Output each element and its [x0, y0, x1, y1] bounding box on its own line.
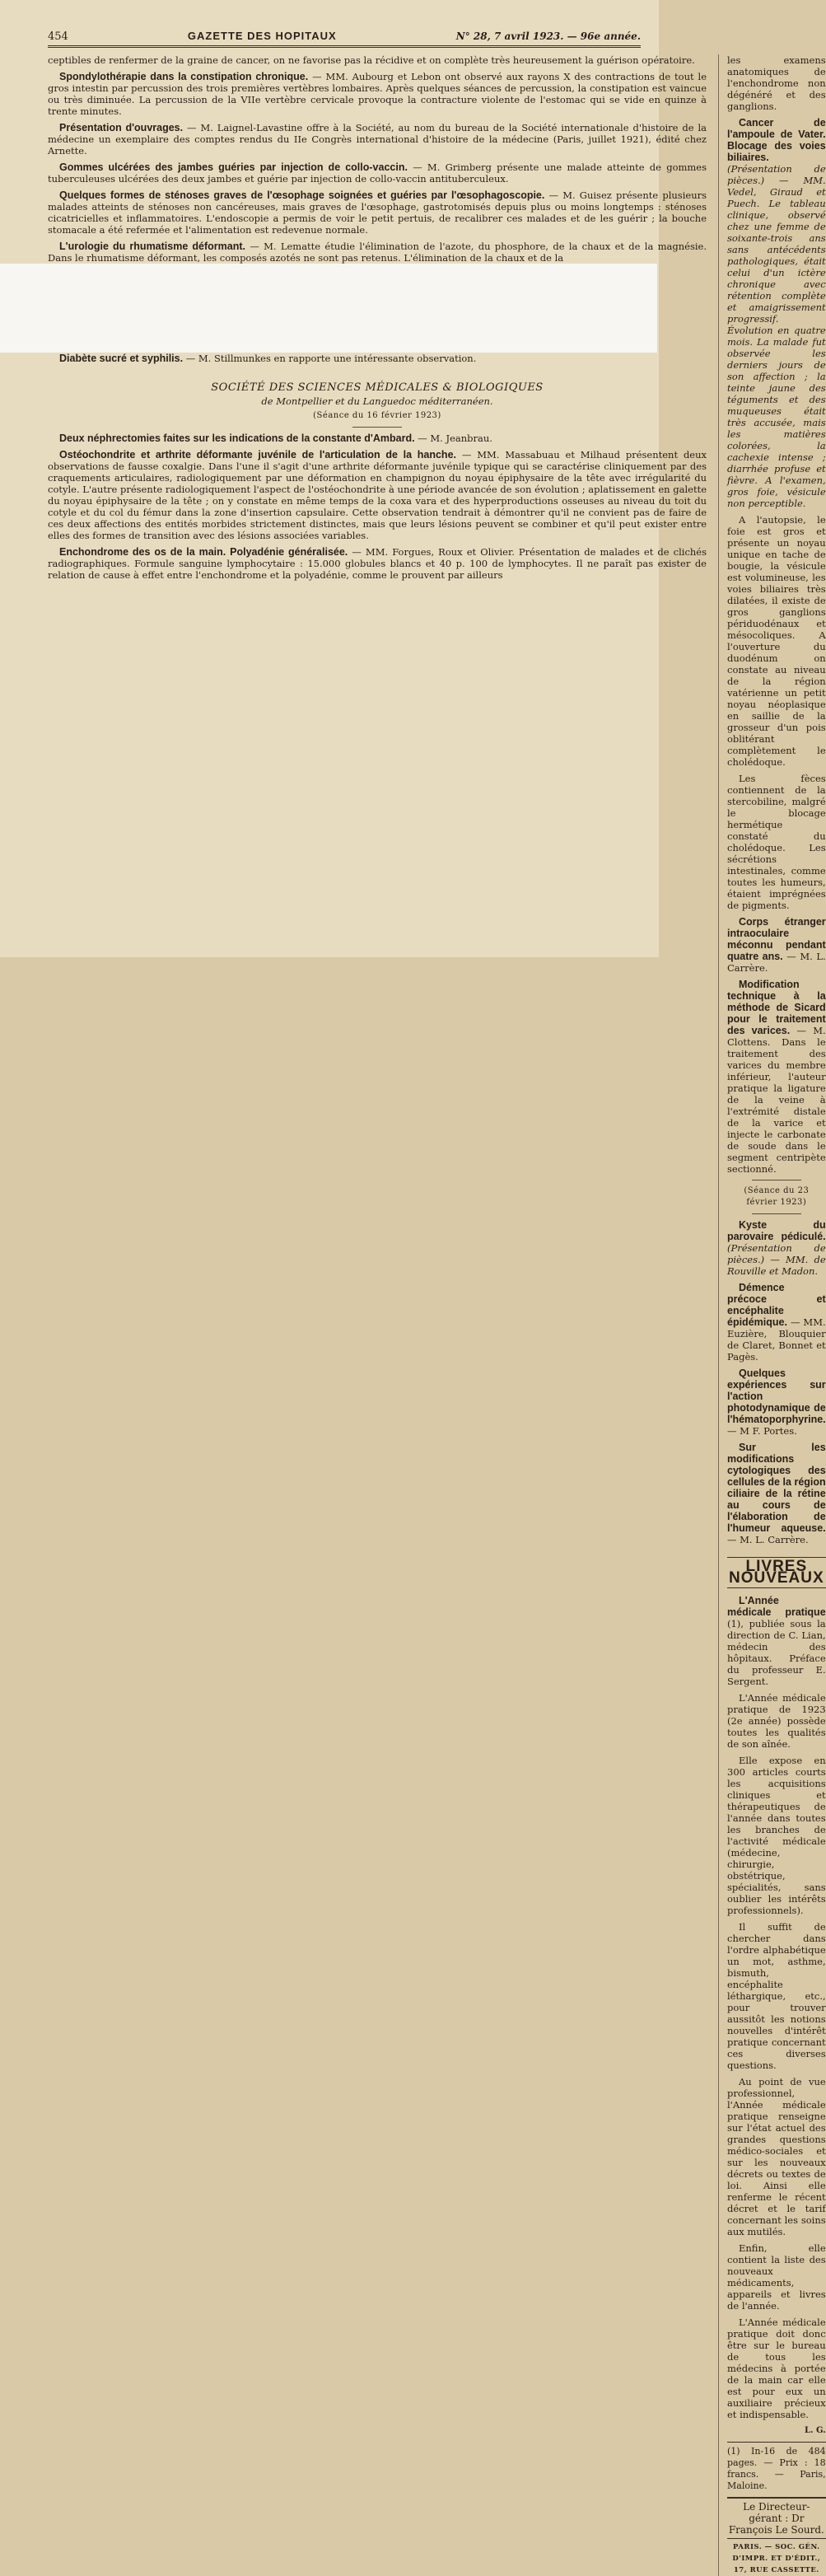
article-text: — M. L. Carrère. [727, 1534, 809, 1545]
session-date: (Séance du 23 février 1923) [744, 1186, 810, 1207]
article-text: (Présentation de pièces.) — MM. Vedel, Giraud et Puech. Le tableau clinique, observé chez une femme de soixante-trois ans sans antécédents pathologiques, était celui d'un ictère chronique avec rétention complète et amaigrissement progressif. Évolution en quatre mois. La malade fut observée les derniers jours de son affection ; la teinte jaune des téguments et des muqueuses était très accusée, mais les matières colorées, la cachexie intense ; diarrhée profuse et fièvre. A l'examen, gros foie, vésicule non perceptible. [727, 163, 826, 509]
paragraph: A l'autopsie, le foie est gros et présente un noyau unique en tache de bougie, la vésicule est volumineuse, les voies biliaires très dilatées, il existe de gros ganglions périduodénaux et mésocoliques. A l'ouverture du duodénum on constate au niveau de la région vatérienne un petit noyau néoplasique en saillie de la grosseur d'un pois oblitérant complètement le cholédoque. [727, 514, 826, 768]
article-text: — M. Jeanbrau. [418, 432, 492, 444]
article-text: — MM. Aubourg et Lebon ont observé aux rayons X des contractions de tout le gros intestin par percussion des trois premières vertèbres lombaires. Après quelques séances de percussion, la constipation est vaincue ou très diminuée. La percussion de la VIIe vertèbre cervicale provoque la contracture violente de l'estomac qui se vide en quinze à trente minutes. [48, 71, 707, 117]
journal-title: GAZETTE DES HOPITAUX [187, 30, 337, 42]
article [727, 1367, 826, 1437]
article-title: Enchondrome des os de la main. Polyadénie généralisée. [59, 546, 348, 558]
article-title: Corps étranger intraoculaire méconnu pendant quatre ans. [727, 916, 826, 962]
left-column [48, 54, 707, 2576]
article-text: — M. Guisez présente plusieurs malades atteints de sténoses non cancéreuses, mais graves de l'œsophage, gastrotomisés depuis plus ou moins longtemps : sténoses cicatricielles et inflammatoires. L'endoscopie a permis de voir le petit pertuis, de recalibrer ces malades et de les guérir ; la bouche stomacale a été refermée et l'alimentation est redevenue normale. [48, 189, 707, 236]
section-heading-livres: LIVRES NOUVEAUX [728, 1558, 824, 1587]
article-title: Ostéochondrite et arthrite déformante juvénile de l'articulation de la hanche. [59, 449, 456, 461]
article [48, 449, 707, 541]
article [48, 353, 707, 364]
paragraph: L'Année médicale pratique de 1923 (2e année) possède toutes les qualités de son aînée. [727, 1692, 826, 1750]
article-text: — MM. Euzière, Blouquier de Claret, Bonnet et Pagès. [727, 1316, 826, 1363]
paragraph: les examens anatomiques de l'enchondrome non dégénéré et des ganglions. [727, 54, 826, 112]
article-text: — M F. Portes. [727, 1425, 797, 1437]
article [48, 161, 707, 185]
article-text: — MM. Massabuau et Milhaud présentent deux observations de fausse coxalgie. Dans l'une il s'agit d'une arthrite déformante juvénile typique qui se caractérise cliniquement par des craquements articulaires, radiologiquement par une déformation en champignon du noyau épiphysaire de la tête avec irrégularité du cotyle. L'autre présente radiologiquement l'aspect de l'ostéochondrite à une période avancée de son évolution ; aplatissement en galette du noyau épiphysaire de la tête ; on y constate en même temps de la coxa vara et des hyperproductions osseuses au niveau du toit du cotyle et du col du fémur dans la zone d'insertion capsulaire. Cette observation tendrait à démontrer qu'il ne convient pas de faire de ces deux affections des entités morbides strictement distinctes, mais que leurs lésions peuvent se combiner et qu'il peut exister entre elles des formes de transition avec des lésions associées variables. [48, 449, 707, 541]
paragraph: ceptibles de renfermer de la graine de cancer, on ne favorise pas la récidive et on complète très heureusement la guérison opératoire. [48, 54, 695, 66]
right-column [718, 54, 826, 2576]
divider [752, 1213, 801, 1214]
article-text: (Présentation de pièces.) — MM. de Rouville et Madon. [727, 1242, 826, 1277]
article-text: — M. Lematte étudie l'élimination de l'azote, du phosphore, de la chaux et de la magnésie. Dans le rhumatisme déformant, les composés azotés ne sont pas retenus. L'élimination de la chaux et de la [48, 241, 707, 264]
article [48, 546, 707, 581]
footnote: (1) In-16 de 484 pages. — Prix : 18 francs. — Paris, Maloine. [727, 2442, 826, 2492]
article [48, 189, 707, 236]
article [727, 1219, 826, 1277]
article-title: Quelques formes de sténoses graves de l'œsophage soignées et guéries par l'œsophagoscopie. [59, 189, 545, 201]
society-subheading: de Montpellier et du Languedoc méditerranéen. [261, 395, 493, 407]
article-title: Diabète sucré et syphilis. [59, 353, 184, 364]
article [727, 1282, 826, 1363]
book-title: L'Année médicale pratique [727, 1595, 826, 1618]
article-title: Kyste du parovaire pédiculé. [727, 1219, 826, 1242]
paragraph: Enfin, elle contient la liste des nouveaux médicaments, appareils et livres de l'année. [727, 2242, 826, 2312]
page-header [48, 30, 641, 48]
article [48, 122, 707, 157]
article-title: Quelques expériences sur l'action photodynamique de l'hématoporphyrine. [727, 1367, 826, 1425]
society-heading: SOCIÉTÉ DES SCIENCES MÉDICALES & BIOLOGIQUES [211, 381, 544, 394]
divider [352, 427, 402, 428]
paragraph: L'Année médicale pratique doit donc être sur le bureau de tous les médecins à portée de la main car elle est pour eux un auxiliaire précieux et indispensable. [727, 2317, 826, 2420]
article [727, 979, 826, 1175]
printer-imprint: PARIS. — SOC. GÉN. D'IMPR. ET D'ÉDIT., 17, RUE CASSETTE. [732, 2543, 821, 2574]
article-title: Modification technique à la méthode de Sicard pour le traitement des varices. [727, 979, 826, 1036]
director-line: Le Directeur-gérant : Dr François Le Sourd. [727, 2497, 826, 2539]
article [727, 1442, 826, 1545]
article [48, 71, 707, 117]
paragraph: Il suffit de chercher dans l'ordre alphabétique un mot, asthme, bismuth, encéphalite léthargique, etc., pour trouver aussitôt les notions nouvelles d'intérêt pratique concernant ces diverses questions. [727, 1921, 826, 2071]
article-title: Cancer de l'ampoule de Vater. Blocage des voies biliaires. [727, 117, 826, 163]
signature: L. G. [804, 2426, 826, 2435]
book-entry [727, 1595, 826, 1687]
page-number: 454 [48, 30, 68, 43]
issue-info: N° 28, 7 avril 1923. — 96e année. [455, 30, 641, 42]
article-title: Sur les modifications cytologiques des cellules de la région ciliaire de la rétine au cours de l'élaboration de l'humeur aqueuse. [727, 1442, 826, 1534]
book-intro: (1), publiée sous la direction de C. Lian, médecin des hôpitaux. Préface du professeur E. Sergent. [727, 1618, 826, 1687]
article-text: — M. Grimberg présente une malade atteinte de gommes tuberculeuses ulcérées des deux jambes et guérie par injection de collo-vaccin antituberculeux. [48, 161, 707, 185]
article-title: Présentation d'ouvrages. [59, 122, 184, 133]
article-title: Spondylothérapie dans la constipation chronique. [59, 71, 309, 82]
article-text: — M. L. Carrère. [727, 951, 826, 974]
article [48, 241, 707, 264]
article-title: Démence précoce et encéphalite épidémique. [727, 1282, 826, 1328]
article [727, 117, 826, 509]
article-text: — M. Stillmunkes en rapporte une intéressante observation. [185, 353, 477, 364]
article-title: Deux néphrectomies faites sur les indications de la constante d'Ambard. [59, 432, 415, 444]
redacted-area [0, 264, 657, 353]
article [48, 432, 707, 444]
paragraph: Au point de vue professionnel, l'Année médicale pratique renseigne sur l'état actuel des grandes questions médico-sociales et sur les nouveaux décrets ou textes de loi. Ainsi elle renferme le récent décret et le tarif concernant les soins aux mutilés. [727, 2076, 826, 2237]
article-title: L'urologie du rhumatisme déformant. [59, 241, 245, 252]
article-title: Gommes ulcérées des jambes guéries par injection de collo-vaccin. [59, 161, 408, 173]
article-text: — M. Clottens. Dans le traitement des varices du membre inférieur, l'auteur pratique la ligature de la veine à l'extrémité distale de la varice et injecte le carbonate de soude dans le segment centripète sectionné. [727, 1025, 826, 1175]
article [727, 916, 826, 974]
session-date: (Séance du 16 février 1923) [313, 411, 441, 420]
article-text: — MM. Forgues, Roux et Olivier. Présentation de malades et de clichés radiographiques. Formule sanguine lymphocytaire : 15.000 globules blancs et 40 p. 100 de lymphocytes. Il ne paraît pas exister de relation de cause à effet entre l'enchondrome et la polyadénie, comme le prouvent par ailleurs [48, 546, 707, 581]
paragraph: Les fèces contiennent de la stercobiline, malgré le blocage hermétique constaté du cholédoque. Les sécrétions intestinales, comme toutes les humeurs, étaient imprégnées de pigments. [727, 773, 826, 911]
paragraph: Elle expose en 300 articles courts les acquisitions cliniques et thérapeutiques de l'année dans toutes les branches de l'activité médicale (médecine, chirurgie, obstétrique, spécialités, sans oublier les intérêts professionnels). [727, 1755, 826, 1916]
article-text: — M. Laignel-Lavastine offre à la Société, au nom du bureau de la Société internationale d'histoire de la médecine un exemplaire des comptes rendus du IIe Congrès international d'histoire de la médecine (Paris, juillet 1921), édité chez Arnette. [48, 122, 707, 157]
